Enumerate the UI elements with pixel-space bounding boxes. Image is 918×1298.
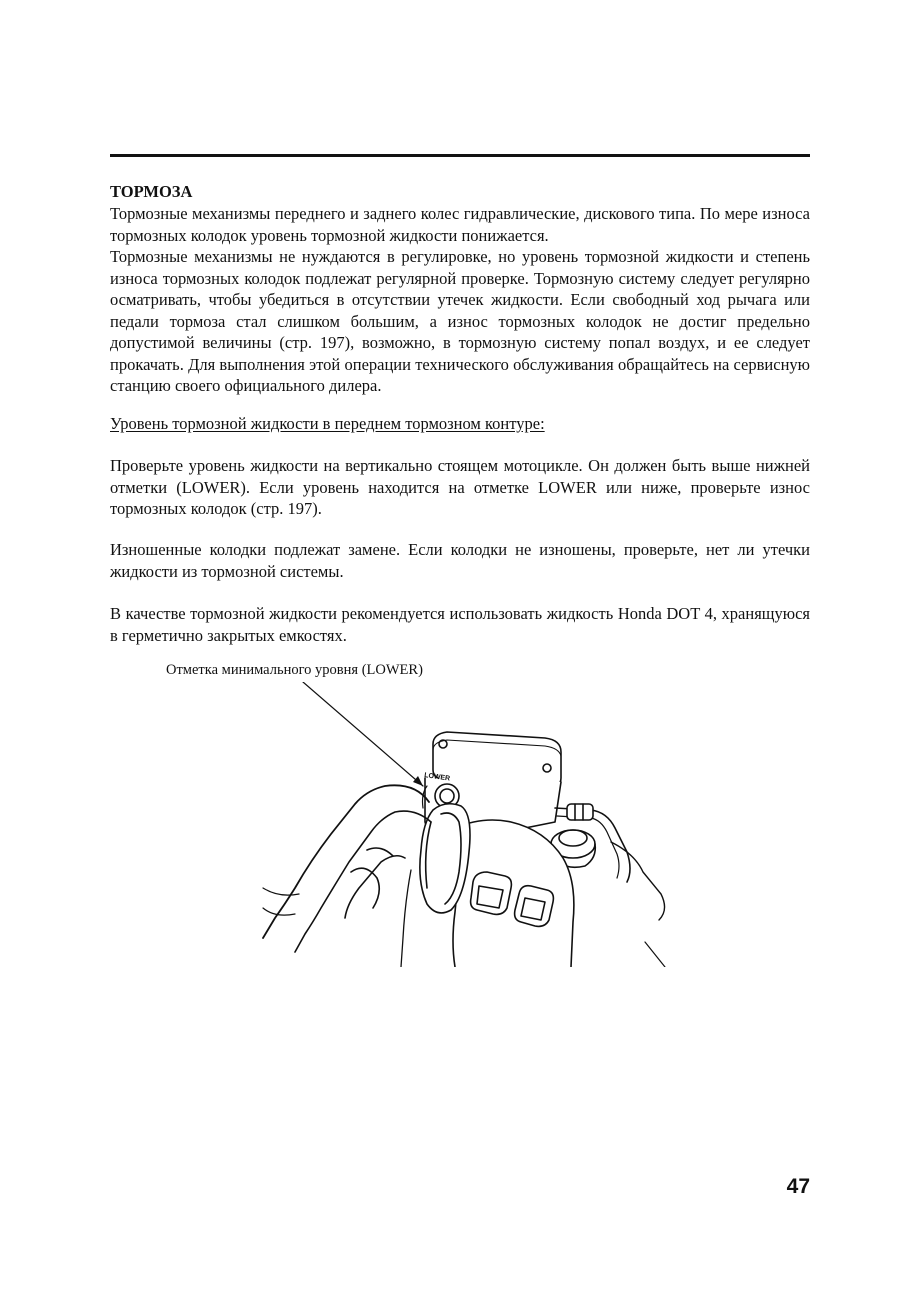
paragraph-brake-type: Тормозные механизмы переднего и заднего колес гидравлические, дискового типа. По мере износа тормозных колодок уровень тормозной жидкости понижается. (110, 204, 810, 245)
reservoir-lower-label: LOWER (423, 772, 451, 783)
hose-fitting (567, 804, 593, 820)
callout-arrowhead (413, 776, 423, 786)
brake-reservoir-illustration (255, 682, 675, 967)
callout-leader-line (303, 682, 423, 786)
figure-callout-label: Отметка минимального уровня (LOWER) (166, 662, 423, 678)
grip-collar (420, 804, 470, 913)
header-rule (110, 154, 810, 157)
section-body (110, 203, 810, 397)
paragraph-fluid-check: Проверьте уровень жидкости на вертикально стоящем мотоцикле. Он должен быть выше нижней отметки (LOWER). Если уровень находится на отметке LOWER или ниже, проверьте износ тормозных колодок (стр. 197). (110, 456, 810, 518)
paragraph-fluid-type: В качестве тормозной жидкости рекомендуется использовать жидкость Honda DOT 4, хранящуюся в герметично закрытых емкостях. (110, 604, 810, 645)
paragraph-brake-inspection: Тормозные механизмы не нуждаются в регулировке, но уровень тормозной жидкости и степень износа тормозных колодок подлежат регулярной проверке. Тормозную систему следует регулярно осматривать, чтобы убедиться в отсутствии утечек жидкости. Если свободный ход рычага или педали тормоза стал слишком большим, а износ тормозных колодок не достиг предельно допустимой величины (стр. 197), возможно, в тормозную систему попал воздух, и ее следует прокачать. Для выполнения этой операции технического обслуживания обращайтесь на сервисную станцию своего официального дилера. (110, 247, 810, 395)
subsection-heading: Уровень тормозной жидкости в переднем тормозном контуре: (110, 414, 545, 433)
switch-button-left (471, 872, 512, 914)
paragraph-pad-replacement: Изношенные колодки подлежат замене. Если колодки не изношены, проверьте, нет ли утечки жидкости из тормозной системы. (110, 540, 810, 581)
page-number: 47 (786, 1175, 810, 1198)
section-title: ТОРМОЗА (110, 182, 193, 201)
switch-button-right (515, 886, 554, 927)
